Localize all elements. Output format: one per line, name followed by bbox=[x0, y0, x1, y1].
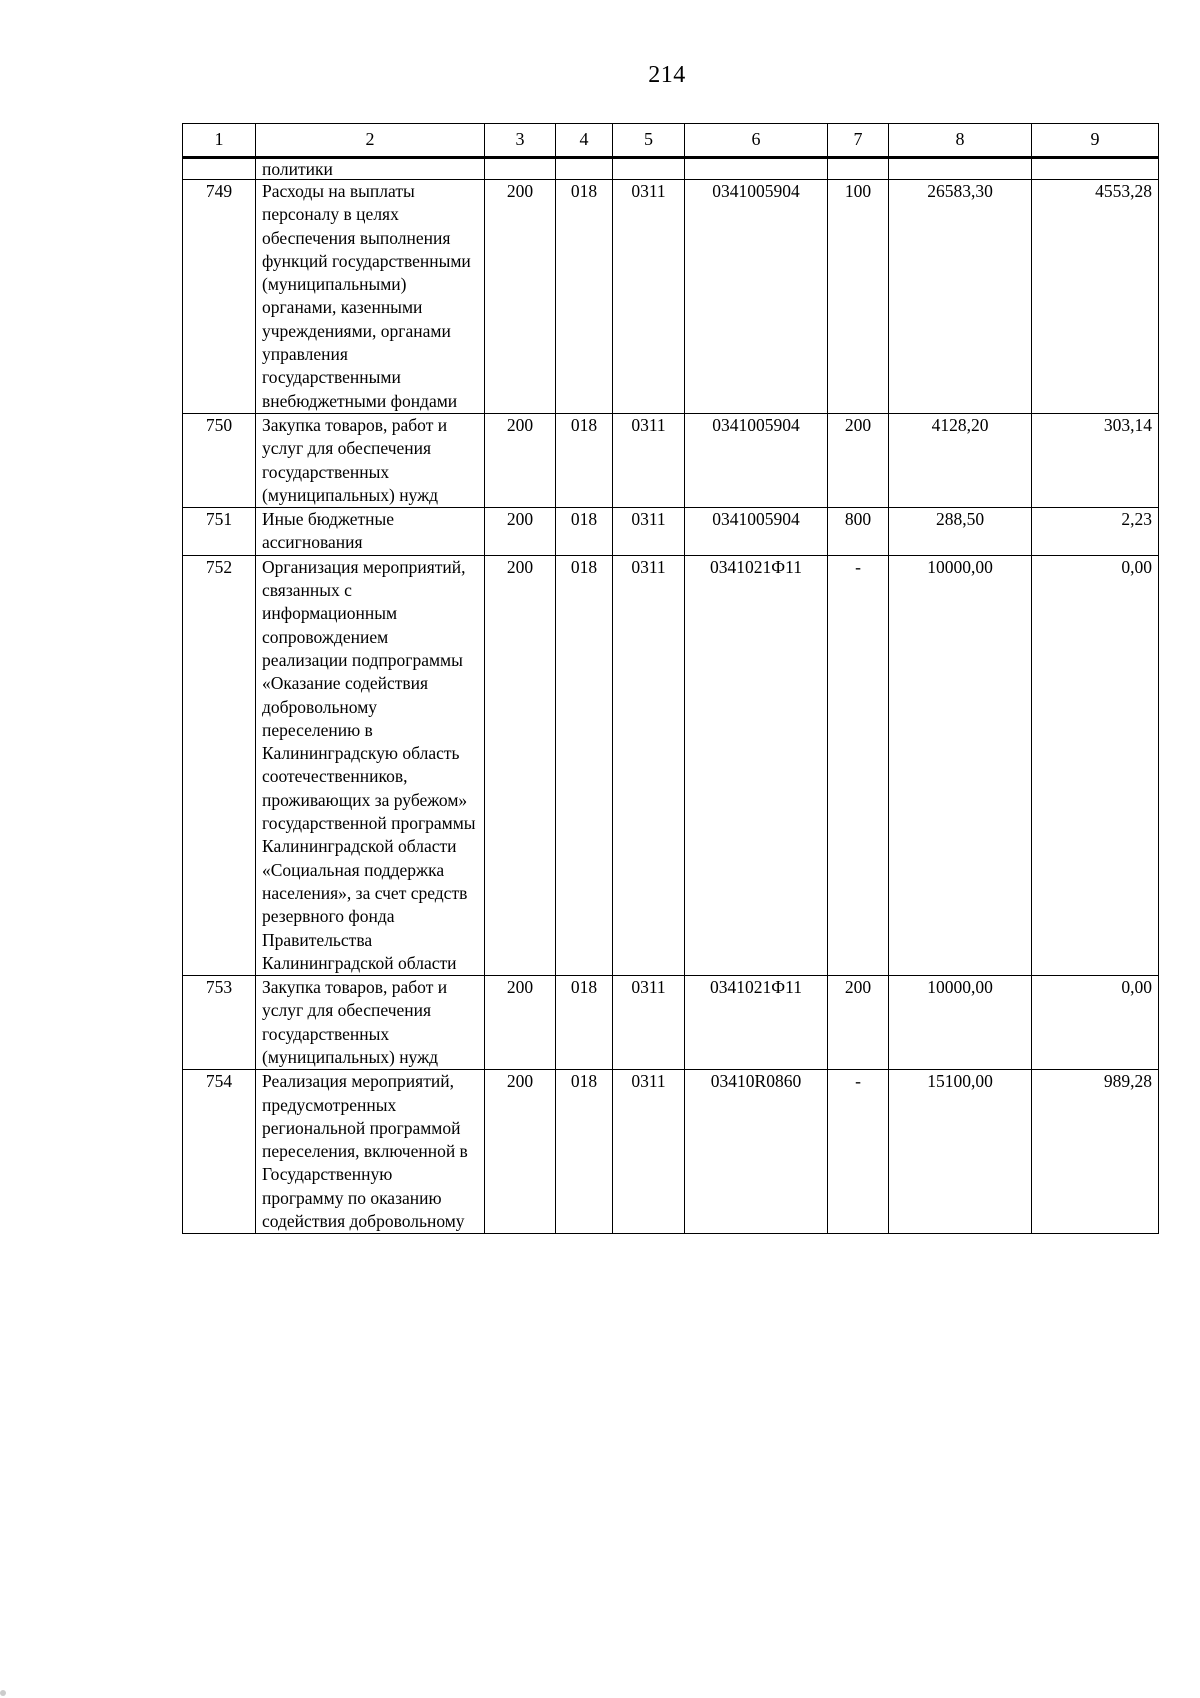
header-cell: 5 bbox=[613, 124, 685, 158]
col7-value: - bbox=[828, 1070, 889, 1234]
row-description: Иные бюджетные ассигнования bbox=[256, 508, 485, 556]
table-row bbox=[183, 1070, 1159, 1234]
col6-value: 0341005904 bbox=[685, 508, 828, 556]
header-cell: 3 bbox=[485, 124, 556, 158]
col6-value: 0341005904 bbox=[685, 180, 828, 414]
col9-value: 989,28 bbox=[1032, 1070, 1159, 1234]
col3-value: 200 bbox=[485, 976, 556, 1070]
table-row bbox=[183, 413, 1159, 507]
table-row bbox=[183, 508, 1159, 556]
col5-value: 0311 bbox=[613, 413, 685, 507]
col9-value: 0,00 bbox=[1032, 976, 1159, 1070]
row-number: 751 bbox=[183, 508, 256, 556]
col5-value: 0311 bbox=[613, 180, 685, 414]
col3-value: 200 bbox=[485, 508, 556, 556]
table-row bbox=[183, 976, 1159, 1070]
header-cell: 7 bbox=[828, 124, 889, 158]
table-row bbox=[183, 555, 1159, 975]
col8-value: 26583,30 bbox=[889, 180, 1032, 414]
col9-value: 303,14 bbox=[1032, 413, 1159, 507]
col9-value: 4553,28 bbox=[1032, 180, 1159, 414]
col3-value: 200 bbox=[485, 555, 556, 975]
col8-value: 4128,20 bbox=[889, 413, 1032, 507]
col4-value: 018 bbox=[556, 508, 613, 556]
col9-value: 0,00 bbox=[1032, 555, 1159, 975]
budget-table bbox=[182, 123, 1159, 1234]
col7-value: 800 bbox=[828, 508, 889, 556]
header-cell: 4 bbox=[556, 124, 613, 158]
continuation-text: политики bbox=[256, 158, 485, 180]
page-number: 214 bbox=[648, 62, 686, 88]
col8-value: 288,50 bbox=[889, 508, 1032, 556]
row-description: Закупка товаров, работ и услуг для обеспечения государственных (муниципальных) нужд bbox=[256, 976, 485, 1070]
col3-value: 200 bbox=[485, 1070, 556, 1234]
col7-value: 200 bbox=[828, 413, 889, 507]
row-description: Расходы на выплаты персоналу в целях обеспечения выполнения функций государственными (муниципальными) органами, казенными учреждениями, органами управления государственными внебюджетными фондами bbox=[256, 180, 485, 414]
col6-value: 0341021Ф11 bbox=[685, 555, 828, 975]
row-number: 750 bbox=[183, 413, 256, 507]
scan-speck bbox=[0, 1690, 6, 1696]
row-number: 752 bbox=[183, 555, 256, 975]
col4-value: 018 bbox=[556, 180, 613, 414]
col6-value: 0341005904 bbox=[685, 413, 828, 507]
header-cell: 1 bbox=[183, 124, 256, 158]
col4-value: 018 bbox=[556, 976, 613, 1070]
col7-value: - bbox=[828, 555, 889, 975]
col6-value: 0341021Ф11 bbox=[685, 976, 828, 1070]
col9-value: 2,23 bbox=[1032, 508, 1159, 556]
col8-value: 15100,00 bbox=[889, 1070, 1032, 1234]
col6-value: 03410R0860 bbox=[685, 1070, 828, 1234]
table-row bbox=[183, 180, 1159, 414]
col5-value: 0311 bbox=[613, 1070, 685, 1234]
row-description: Реализация мероприятий, предусмотренных региональной программой переселения, включенной в Государственную программу по оказанию содействия добровольному bbox=[256, 1070, 485, 1234]
header-cell: 2 bbox=[256, 124, 485, 158]
col7-value: 100 bbox=[828, 180, 889, 414]
col4-value: 018 bbox=[556, 1070, 613, 1234]
header-row bbox=[183, 124, 1159, 158]
row-number: 753 bbox=[183, 976, 256, 1070]
row-number: 754 bbox=[183, 1070, 256, 1234]
row-number: 749 bbox=[183, 180, 256, 414]
header-cell: 9 bbox=[1032, 124, 1159, 158]
continuation-row bbox=[183, 158, 1159, 180]
col4-value: 018 bbox=[556, 555, 613, 975]
col8-value: 10000,00 bbox=[889, 555, 1032, 975]
col5-value: 0311 bbox=[613, 508, 685, 556]
col5-value: 0311 bbox=[613, 976, 685, 1070]
col3-value: 200 bbox=[485, 413, 556, 507]
col5-value: 0311 bbox=[613, 555, 685, 975]
col4-value: 018 bbox=[556, 413, 613, 507]
header-cell: 8 bbox=[889, 124, 1032, 158]
header-cell: 6 bbox=[685, 124, 828, 158]
col7-value: 200 bbox=[828, 976, 889, 1070]
col8-value: 10000,00 bbox=[889, 976, 1032, 1070]
col3-value: 200 bbox=[485, 180, 556, 414]
row-description: Организация мероприятий, связанных с информационным сопровождением реализации подпрограммы «Оказание содействия добровольному переселению в Калининградскую область соотечественников, проживающих за рубежом» государственной программы Калининградской области «Социальная поддержка населения», за счет средств резервного фонда Правительства Калининградской области bbox=[256, 555, 485, 975]
row-description: Закупка товаров, работ и услуг для обеспечения государственных (муниципальных) нужд bbox=[256, 413, 485, 507]
